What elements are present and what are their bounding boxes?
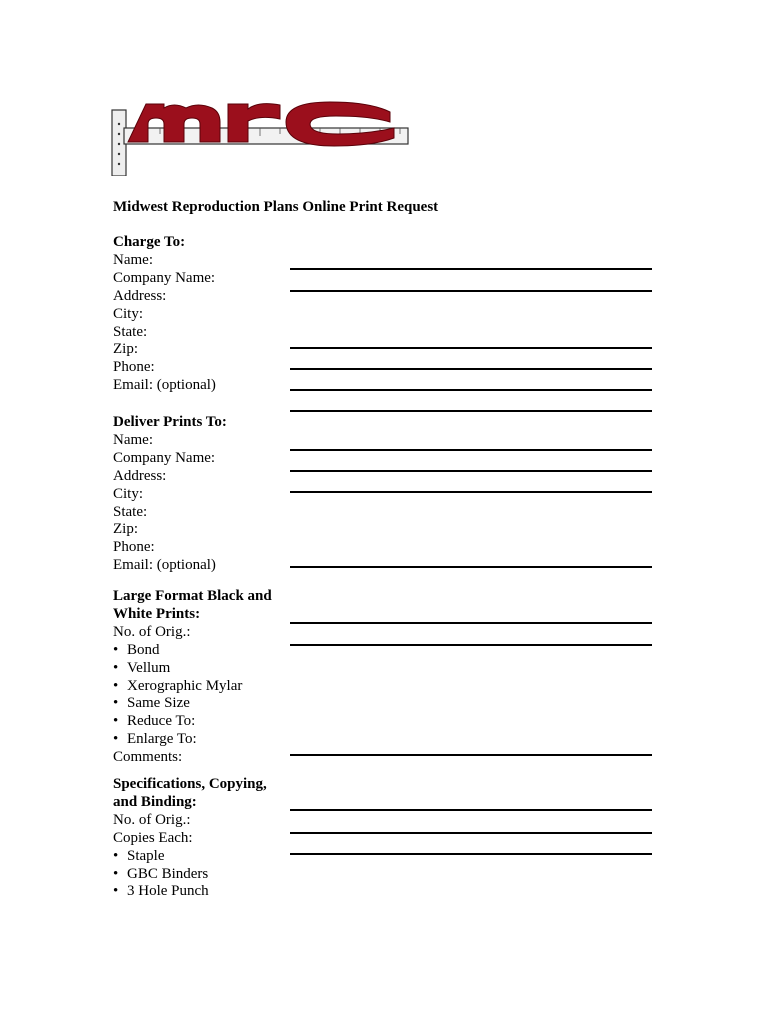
fill-line[interactable] (290, 566, 652, 568)
option-enlarge-to: • Enlarge To: (113, 731, 283, 749)
charge-to-heading: Charge To: (113, 234, 186, 250)
fill-line[interactable] (290, 410, 652, 412)
large-format-heading-2: White Prints: (113, 605, 201, 622)
deliver-phone-label: Phone: (113, 539, 155, 556)
fill-line[interactable] (290, 832, 652, 834)
specs-section (113, 776, 283, 901)
deliver-name-label: Name: (113, 431, 153, 448)
specs-heading-2: and Binding: (113, 793, 197, 810)
fill-line[interactable] (290, 347, 652, 349)
specs-originals-label: No. of Orig.: (113, 811, 191, 828)
fill-line[interactable] (290, 491, 652, 493)
specs-copies-label: Copies Each: (113, 829, 193, 846)
option-gbc-binders: • GBC Binders (113, 866, 283, 884)
charge-email-label: Email: (optional) (113, 377, 216, 394)
charge-state-label: State: (113, 323, 148, 340)
charge-city-label: City: (113, 305, 144, 322)
deliver-to-section (113, 414, 283, 575)
deliver-zip-label: Zip: (113, 521, 138, 538)
large-format-heading-1: Large Format Black and (113, 588, 272, 604)
large-format-section (113, 588, 283, 767)
deliver-address-label: Address: (113, 467, 167, 484)
comments-label: Comments: (113, 749, 183, 766)
fill-line[interactable] (290, 389, 652, 391)
option-bond: • Bond (113, 642, 283, 660)
option-xerographic-mylar: • Xerographic Mylar (113, 678, 283, 696)
fill-line[interactable] (290, 853, 652, 855)
deliver-company-label: Company Name: (113, 449, 216, 466)
deliver-email-label: Email: (optional) (113, 557, 216, 574)
charge-name-label: Name: (113, 251, 153, 268)
fill-line[interactable] (290, 644, 652, 646)
large-format-options (113, 642, 283, 749)
specs-heading-1: Specifications, Copying, (113, 776, 267, 792)
deliver-to-heading: Deliver Prints To: (113, 414, 227, 430)
binding-options (113, 848, 283, 902)
fill-line[interactable] (290, 754, 652, 756)
fill-line[interactable] (290, 268, 652, 270)
deliver-city-label: City: (113, 485, 144, 502)
large-format-originals-label: No. of Orig.: (113, 623, 191, 640)
fill-line[interactable] (290, 809, 652, 811)
mrc-logo (110, 92, 410, 176)
charge-phone-label: Phone: (113, 359, 155, 376)
charge-address-label: Address: (113, 287, 167, 304)
charge-to-section (113, 234, 283, 395)
fill-line[interactable] (290, 290, 652, 292)
option-same-size: • Same Size (113, 695, 283, 713)
option-vellum: • Vellum (113, 660, 283, 678)
deliver-state-label: State: (113, 503, 148, 520)
fill-line[interactable] (290, 449, 652, 451)
option-3-hole-punch: • 3 Hole Punch (113, 883, 283, 901)
fill-line[interactable] (290, 622, 652, 624)
option-staple: • Staple (113, 848, 283, 866)
charge-zip-label: Zip: (113, 341, 138, 358)
fill-line[interactable] (290, 470, 652, 472)
fill-line[interactable] (290, 368, 652, 370)
option-reduce-to: • Reduce To: (113, 713, 283, 731)
charge-company-label: Company Name: (113, 269, 216, 286)
document-title: Midwest Reproduction Plans Online Print Request (113, 199, 439, 215)
